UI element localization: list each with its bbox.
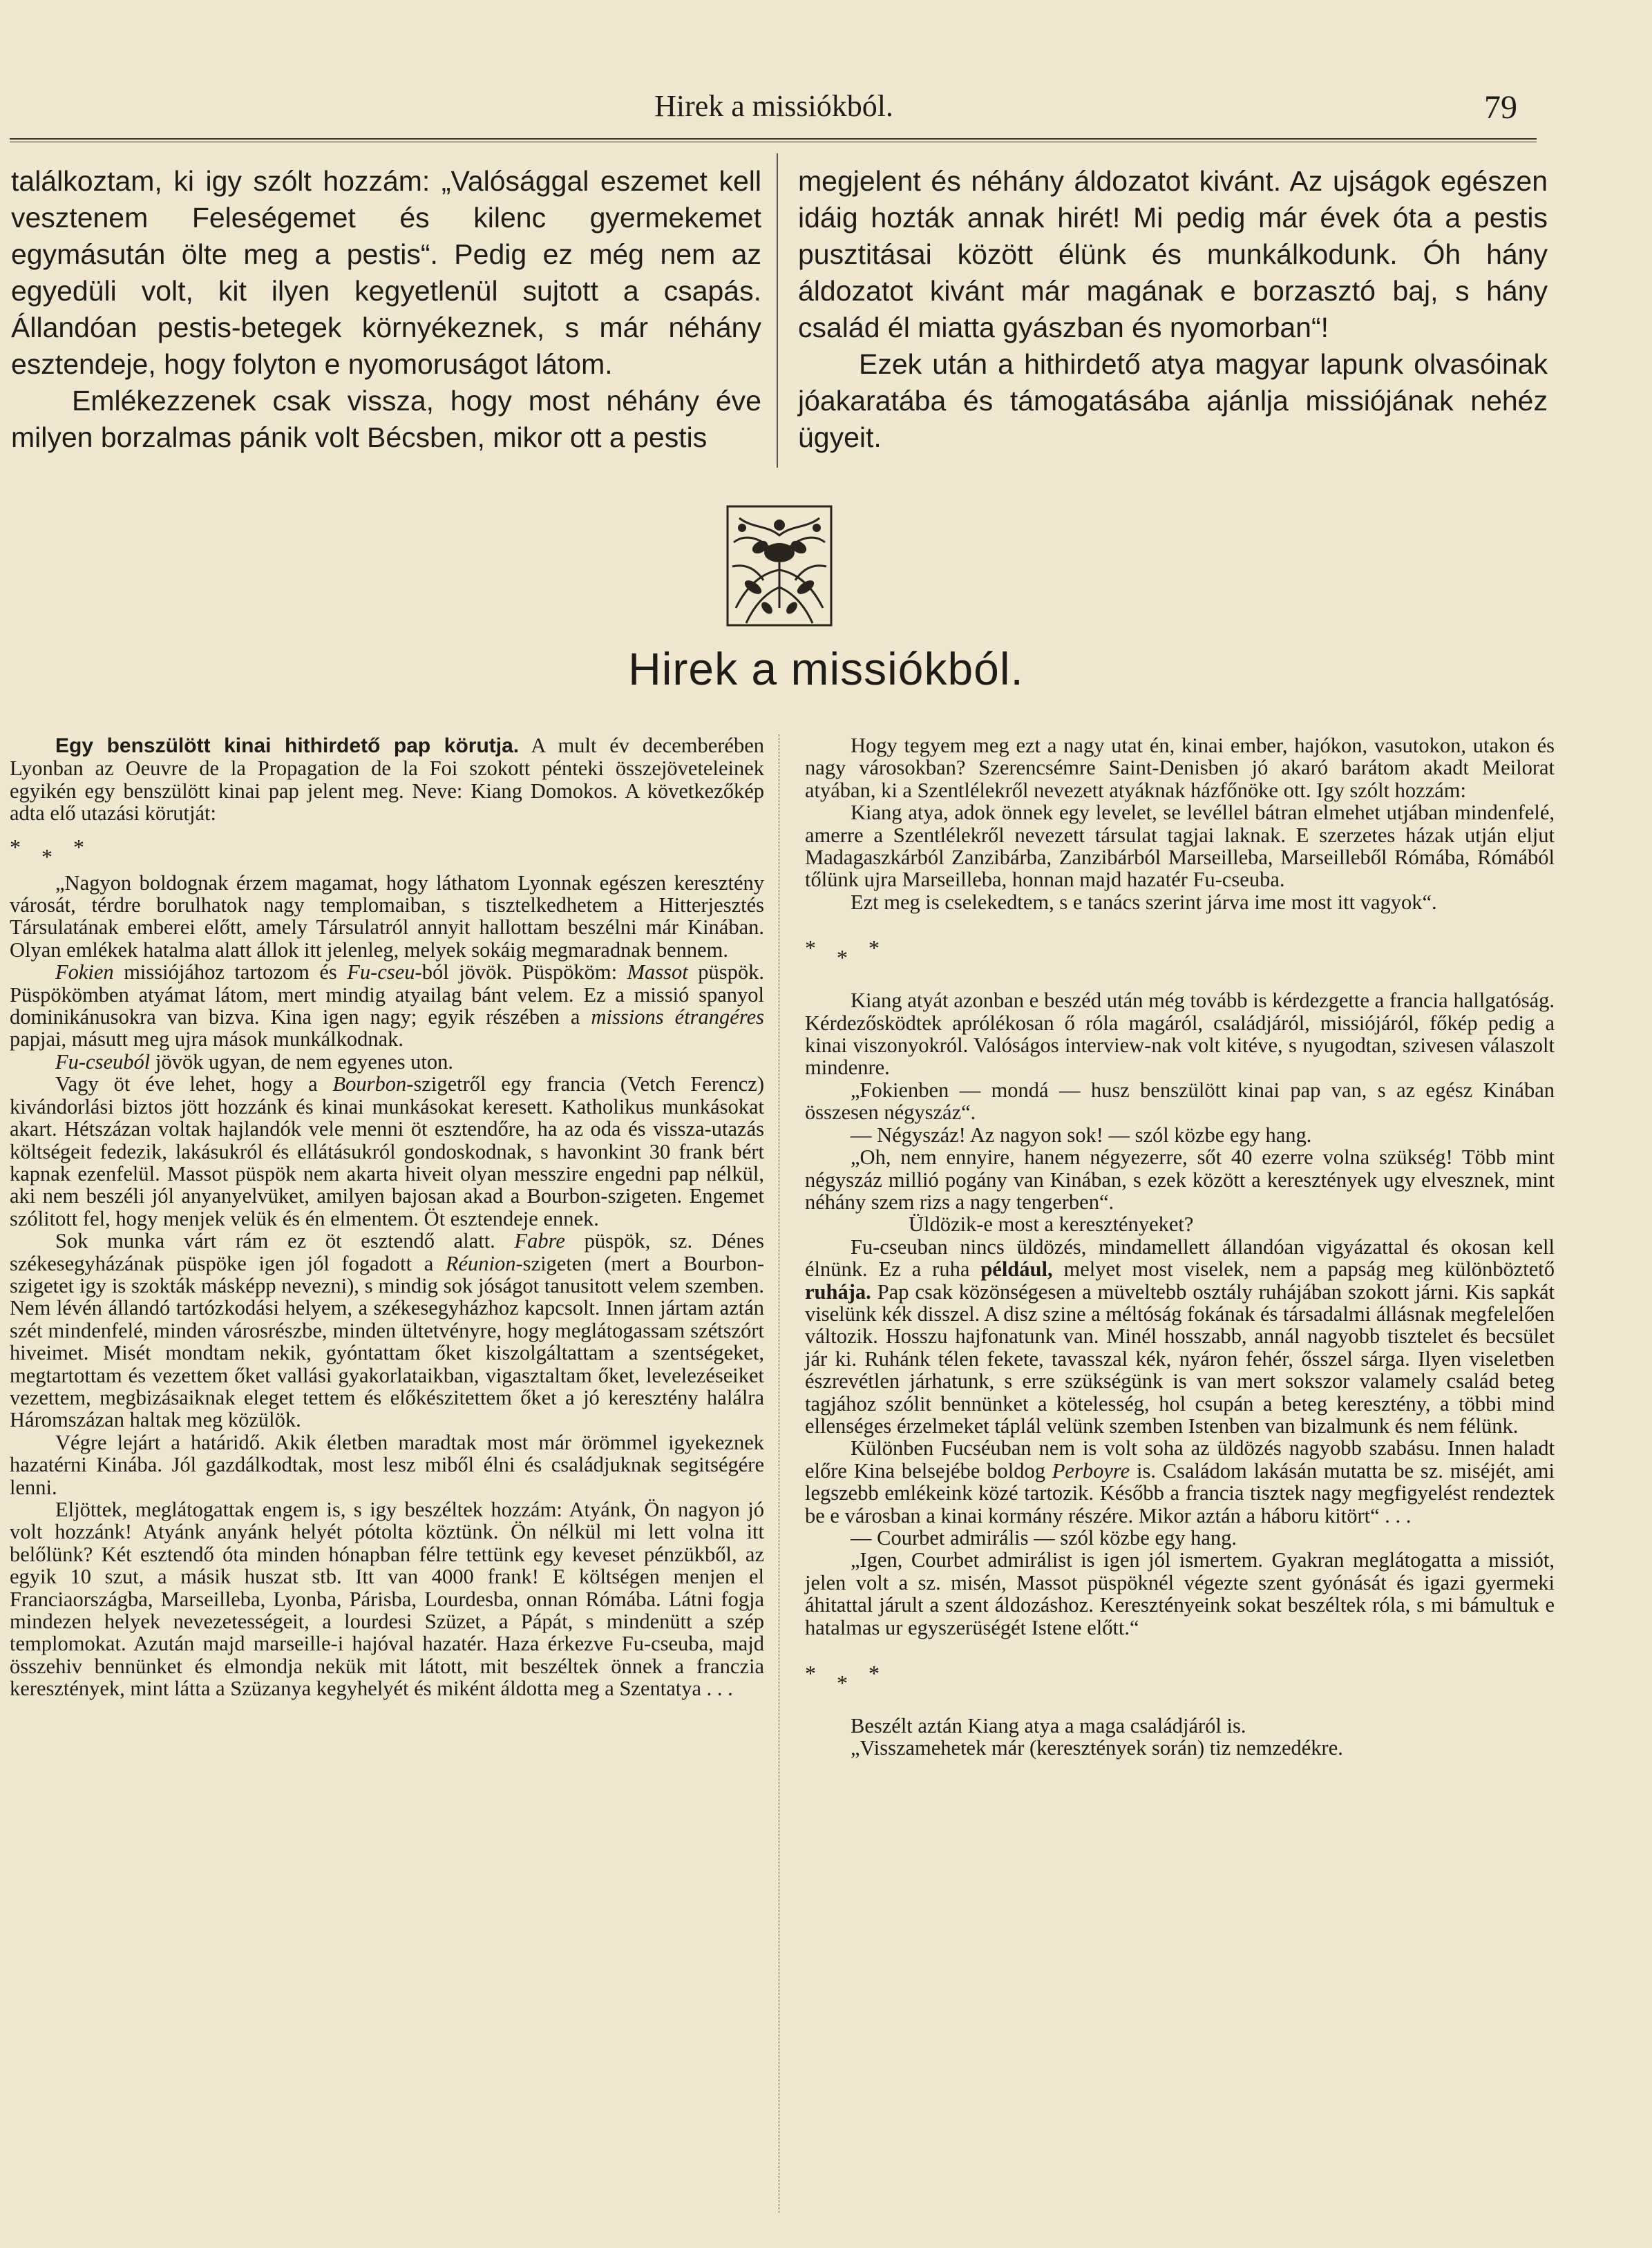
paragraph	[10, 1230, 764, 1431]
paragraph: Ezt meg is cselekedtem, s e tanács szerint járva ime most itt vagyok“.	[851, 890, 1437, 914]
italic-word: Perboyre	[1052, 1458, 1130, 1483]
paragraph: Eljöttek, meglátogattak engem is, s igy beszéltek hozzám: Atyánk, Ön nagyon jó volt hozzánk! Atyánk anyánk helyét pótolta köztünk. Ön nélkül mi lett volna itt belőlünk? Két esztendő óta minden hónapban félre tettünk egy keveset pénzükből, az egyik 10 szut, a másik huszat stb. Itt van 4000 frank! E költségen menjen el Franciaországba, Marseilleba, Lyonba, Párisba, Lourdesba, onnan Rómába. Látni fogja mindezen helyek nevezetességeit, a lourdesi Szüzet, a Pápát, s mindenütt a szép templomokat. Azután majd marseille-i hajóval hazatér. Haza érkezve Fu-cseuba, majd összehiv bennünket és elmondja nekük mit látott, mit beszéltek önnek a franczia keresztények, mint látta a Szüzanya kegyhelyét és miként áldotta meg a Szentatya . . .	[10, 1498, 764, 1701]
italic-word: Fabre	[514, 1229, 565, 1253]
article-intro-text: A mult év decemberében Lyonban az Oeuvre de la Propagation de la Foi szokott pénteki összejöveteleinek egyikén egy benszülött kinai pap jelent meg. Neve: Kiang Domokos. A következőkép adta elő utazási körutját:	[10, 734, 764, 826]
article-lead: Egy benszülött kinai hithirdető pap körutja.	[55, 734, 520, 757]
top-right-paragraph: megjelent és néhány áldozatot kivánt. Az ujságok egészen idáig hozták annak hirét! Mi pedig már évek óta a pestis pusztitásai között élünk és munkálkodunk. Óh hány áldozatot kivánt már magának e borzasztó baj, s hány család él miatta gyászban és nyomorban“!	[798, 165, 1548, 343]
paragraph: Hogy tegyem meg ezt a nagy utat én, kinai ember, hajókon, vasutokon, utakon és nagy városokban? Szerencsémre Saint-Denisben jó akaró barátom akadt Meilorat atyában, ki a Szentlélekről nevezett atyáknak házfőnöke ott. Igy szólt hozzám:	[805, 734, 1555, 802]
right-column	[805, 734, 1555, 1760]
paragraph: „Fokienben — mondá — husz benszülött kinai pap van, s az egész Kinában összesen négyszáz“.	[805, 1078, 1555, 1125]
top-right-paragraph: Ezek után a hithirdető atya magyar lapunk olvasóinak jóakaratába és támogatásába ajánlja missiójának nehéz ügyeit.	[798, 348, 1548, 453]
italic-word: Fokien	[55, 960, 114, 984]
paragraph: „Igen, Courbet admirálist is igen jól ismertem. Gyakran meglátogatta a missiót, jelen volt a sz. misén, Massot püspöknél végezte szent gyónását és igazi gyermeki áhitattal járult a szent áldozáshoz. Keresztényeink sokat beszéltek róla, s mi bámultuk e hatalmas ur egyszerüségét Istene előtt.“	[805, 1548, 1555, 1639]
text-run: püspök, sz. Dénes székesegyházának püspöke igen jól fogadott a	[10, 1229, 765, 1275]
text-run: -szigetről egy francia (Vetch Ferencz) kivándorlási biztos jött hozzánk és kinai munkásokat keresett. Katholikus munkásokat akart. Hétszázan voltak hajlandók vele menni öt esztendőre, ha az oda és vissza-utazás költségeit fedezik, lakásukról és ellátásukról gondoskodnak, s havonkint 30 frank bért kapnak ezenfelül. Massot püspök nem akarta hiveit olyan messzire engedni pap nélkül, aki nem beszéli jól anyanyelvüket, amilyen bajosan akad a Bourbon-szigeten. Engemet szólitott fel, hogy menjek velük és én elmentem. Öt esztendeje ennek.	[10, 1072, 764, 1230]
top-left-paragraph: Emlékezzenek csak vissza, hogy most néhány éve milyen borzalmas pánik volt Bécsben, mikor ott a pestis	[11, 385, 761, 453]
text-run: melyet most viselek, nem a papság meg különböztető	[1052, 1257, 1555, 1282]
top-left-column	[11, 163, 761, 456]
paragraph: „Visszamehetek már (keresztények során) tiz nemzedékre.	[851, 1736, 1343, 1760]
paragraph: Üldözik-e most a keresztényeket?	[909, 1212, 1194, 1237]
paragraph: — Courbet admirális — szól közbe egy hang.	[851, 1526, 1237, 1550]
paragraph: Kiang atya, adok önnek egy levelet, se levéllel bátran elmehet utjában mindenfelé, amerre a Szentlélekről nevezett társulat tagjai laknak. E szerzetes házak utján eljut Madagaszkárból Zanzibárba, Zanzibárból Marseilleba, Marseilleből Rómába, Rómából tőlünk ujra Marseilleba, honnan majd hazatér Fu-cseuba.	[805, 801, 1555, 892]
top-right-column	[798, 163, 1548, 456]
paragraph: „Nagyon boldognak érzem magamat, hogy láthatom Lyonnak egészen keresztény városát, térdre borulhatok nagy templomaiban, s tisztelkedhetem a Hitterjesztés Társulatának emberei előtt, amely Társulatról annyit hallottam beszélni már Kinában. Olyan emlékek hatalma alatt állok itt jelenleg, melyek sokáig megmaradnak bennem.	[10, 870, 764, 962]
paragraph: Végre lejárt a határidő. Akik életben maradtak most már örömmel igyekeznek hazatérni Kinába. Jól gazdálkodtak, most lesz miből élni és családjuknak segitségére lenni.	[10, 1430, 764, 1499]
paragraph: Beszélt aztán Kiang atya a maga családjáról is.	[851, 1714, 1246, 1738]
paragraph: Kiang atyát azonban e beszéd után még tovább is kérdezgette a francia hallgatóság. Kérdezősködtek aprólékosan ő róla magáról, családjáról, missiójáról, főkép pedig a kinai viszonyokról. Valóságos interview-nak volt kitéve, s nyugodtan, szivesen válaszolt mindenre.	[805, 989, 1555, 1080]
italic-word: Fu-cseuból	[55, 1049, 151, 1074]
text-run: jövök ugyan, de nem egyenes uton.	[150, 1049, 453, 1074]
section-title: Hirek a missiókból.	[628, 643, 1024, 694]
italic-word: Bourbon	[332, 1072, 407, 1096]
top-left-paragraph: találkoztam, ki igy szólt hozzám: „Valósággal eszemet kell vesztenem Feleségemet és kilenc gyermekemet egymásután ölte meg a pestis“. Pedig ez még nem az egyedüli volt, kit ilyen kegyetlenül sujtott a csapás. Állandóan pestis-betegek környékeznek, s már néhány esztendeje, hogy folyton e nyomoruságot látom.	[11, 165, 761, 380]
text-run: Sok munka várt rám ez öt esztendő alatt.	[55, 1229, 515, 1253]
left-column	[10, 734, 764, 1700]
italic-word: missions étrangéres	[591, 1005, 764, 1029]
text-run: Pap csak közönségesen a müveltebb osztály ruhájában szokott járni. Kis sapkát viselünk kék disszel. A disz szine a méltóság fokának és társadalmi állásnak megfelelően változik. Hosszu hajfonatunk van. Minél hosszabb, annál nagyobb tisztelet és becsület jár ki. Ruhánk télen fekete, tavasszal kék, nyáron fehér, ősszel sárga. Ilyen viseletben észrevétlen járhatunk, s erre szükségünk is van mert sokszor valamely család beteg tagjához szólit bennünket a kötelesség, hol csupán a beteg keresztény, a többi mind ellenséges érzelmeket táplál velünk szemben Istenben van bizalmunk és nem félünk.	[805, 1279, 1555, 1438]
italic-word: Fu-cseu	[347, 960, 415, 984]
asterism: ***	[805, 1661, 900, 1696]
top-column-rule	[777, 153, 778, 468]
text-run: papjai, másutt meg ujra mások munkálkodnak.	[10, 1027, 404, 1051]
paragraph: — Négyszáz! Az nagyon sok! — szól közbe egy hang.	[851, 1123, 1312, 1147]
bold-word: ruhája.	[805, 1279, 871, 1304]
paragraph	[805, 1437, 1555, 1527]
text-run: Különben Fucséuban nem is volt soha az üldözés nagyobb szabásu. Innen haladt előre Kina belsejébe boldog	[805, 1436, 1555, 1483]
text-run: Fu-cseuban nincs üldözés, mindamellett állandóan vigyázattal és okosan kell élnünk. Ez a ruha	[805, 1235, 1555, 1282]
article-intro	[10, 734, 764, 825]
paragraph	[805, 1236, 1555, 1438]
header-rule	[10, 138, 1537, 142]
italic-word: Massot	[627, 960, 688, 984]
asterism: ***	[10, 834, 105, 869]
text-run: püspök. Püspökömben atyámat látom, mert mindig atyailag bánt velem. Ez a missió spanyol dominikánusokra van bizva. Kina igen nagy; egyik részében a	[10, 960, 764, 1029]
text-run: missiójához tartozom és	[113, 960, 348, 984]
asterism: ***	[805, 935, 900, 971]
paragraph	[10, 1073, 764, 1230]
text-run: is. Családom lakásán mutatta be sz. miséjét, ami legszebb emlékeink közé tartozik. Később a francia tisztek nagy megfigyelést rendeztek be e városban a kinai kormány részére. Mikor aztán a háboru kitört“ . . .	[805, 1458, 1555, 1527]
running-title: Hirek a missiókból.	[654, 89, 893, 123]
bold-word: például,	[980, 1257, 1053, 1282]
paragraph	[10, 1051, 764, 1073]
paragraph	[10, 961, 764, 1051]
running-head	[0, 88, 1652, 137]
paragraph: „Oh, nem ennyire, hanem négyezerre, sőt 40 ezerre volna szükség! Több mint négyszáz millió pogány van Kinában, s ezek között a keresztények ugy elvesznek, mint néhány szem rizs a nagy tengerben“.	[805, 1145, 1555, 1214]
italic-word: Réunion	[445, 1251, 516, 1275]
text-run: -szigeten (mert a Bourbon-szigetet igy is szokták másképp nevezni), s mindig sok jóságot tanusitott velem szemben. Nem lévén állandó tartózkodási helyem, a székesegyházhoz kapcsolt. Innen jártam aztán szét mindenfelé, minden városrészbe, minden ültetvényre, hogy meglátogassam szétszórt hiveimet. Misét mondtam nekik, gyóntattam őket kiszolgáltattam a szentségeket, megtartottam és vezettem őket vallási gyakorlataikban, vigasztaltam őket, levelezéseiket vezettem, megbizásaiknak eleget tettem és előkészitettem őket a jó keresztény halálra Háromszázan haltak meg közülök.	[10, 1251, 764, 1432]
text-run: -ból jövök. Püspököm:	[415, 960, 627, 984]
floral-ornament-icon	[725, 504, 833, 627]
text-run: Vagy öt éve lehet, hogy a	[55, 1072, 333, 1096]
page-number: 79	[1484, 89, 1517, 126]
